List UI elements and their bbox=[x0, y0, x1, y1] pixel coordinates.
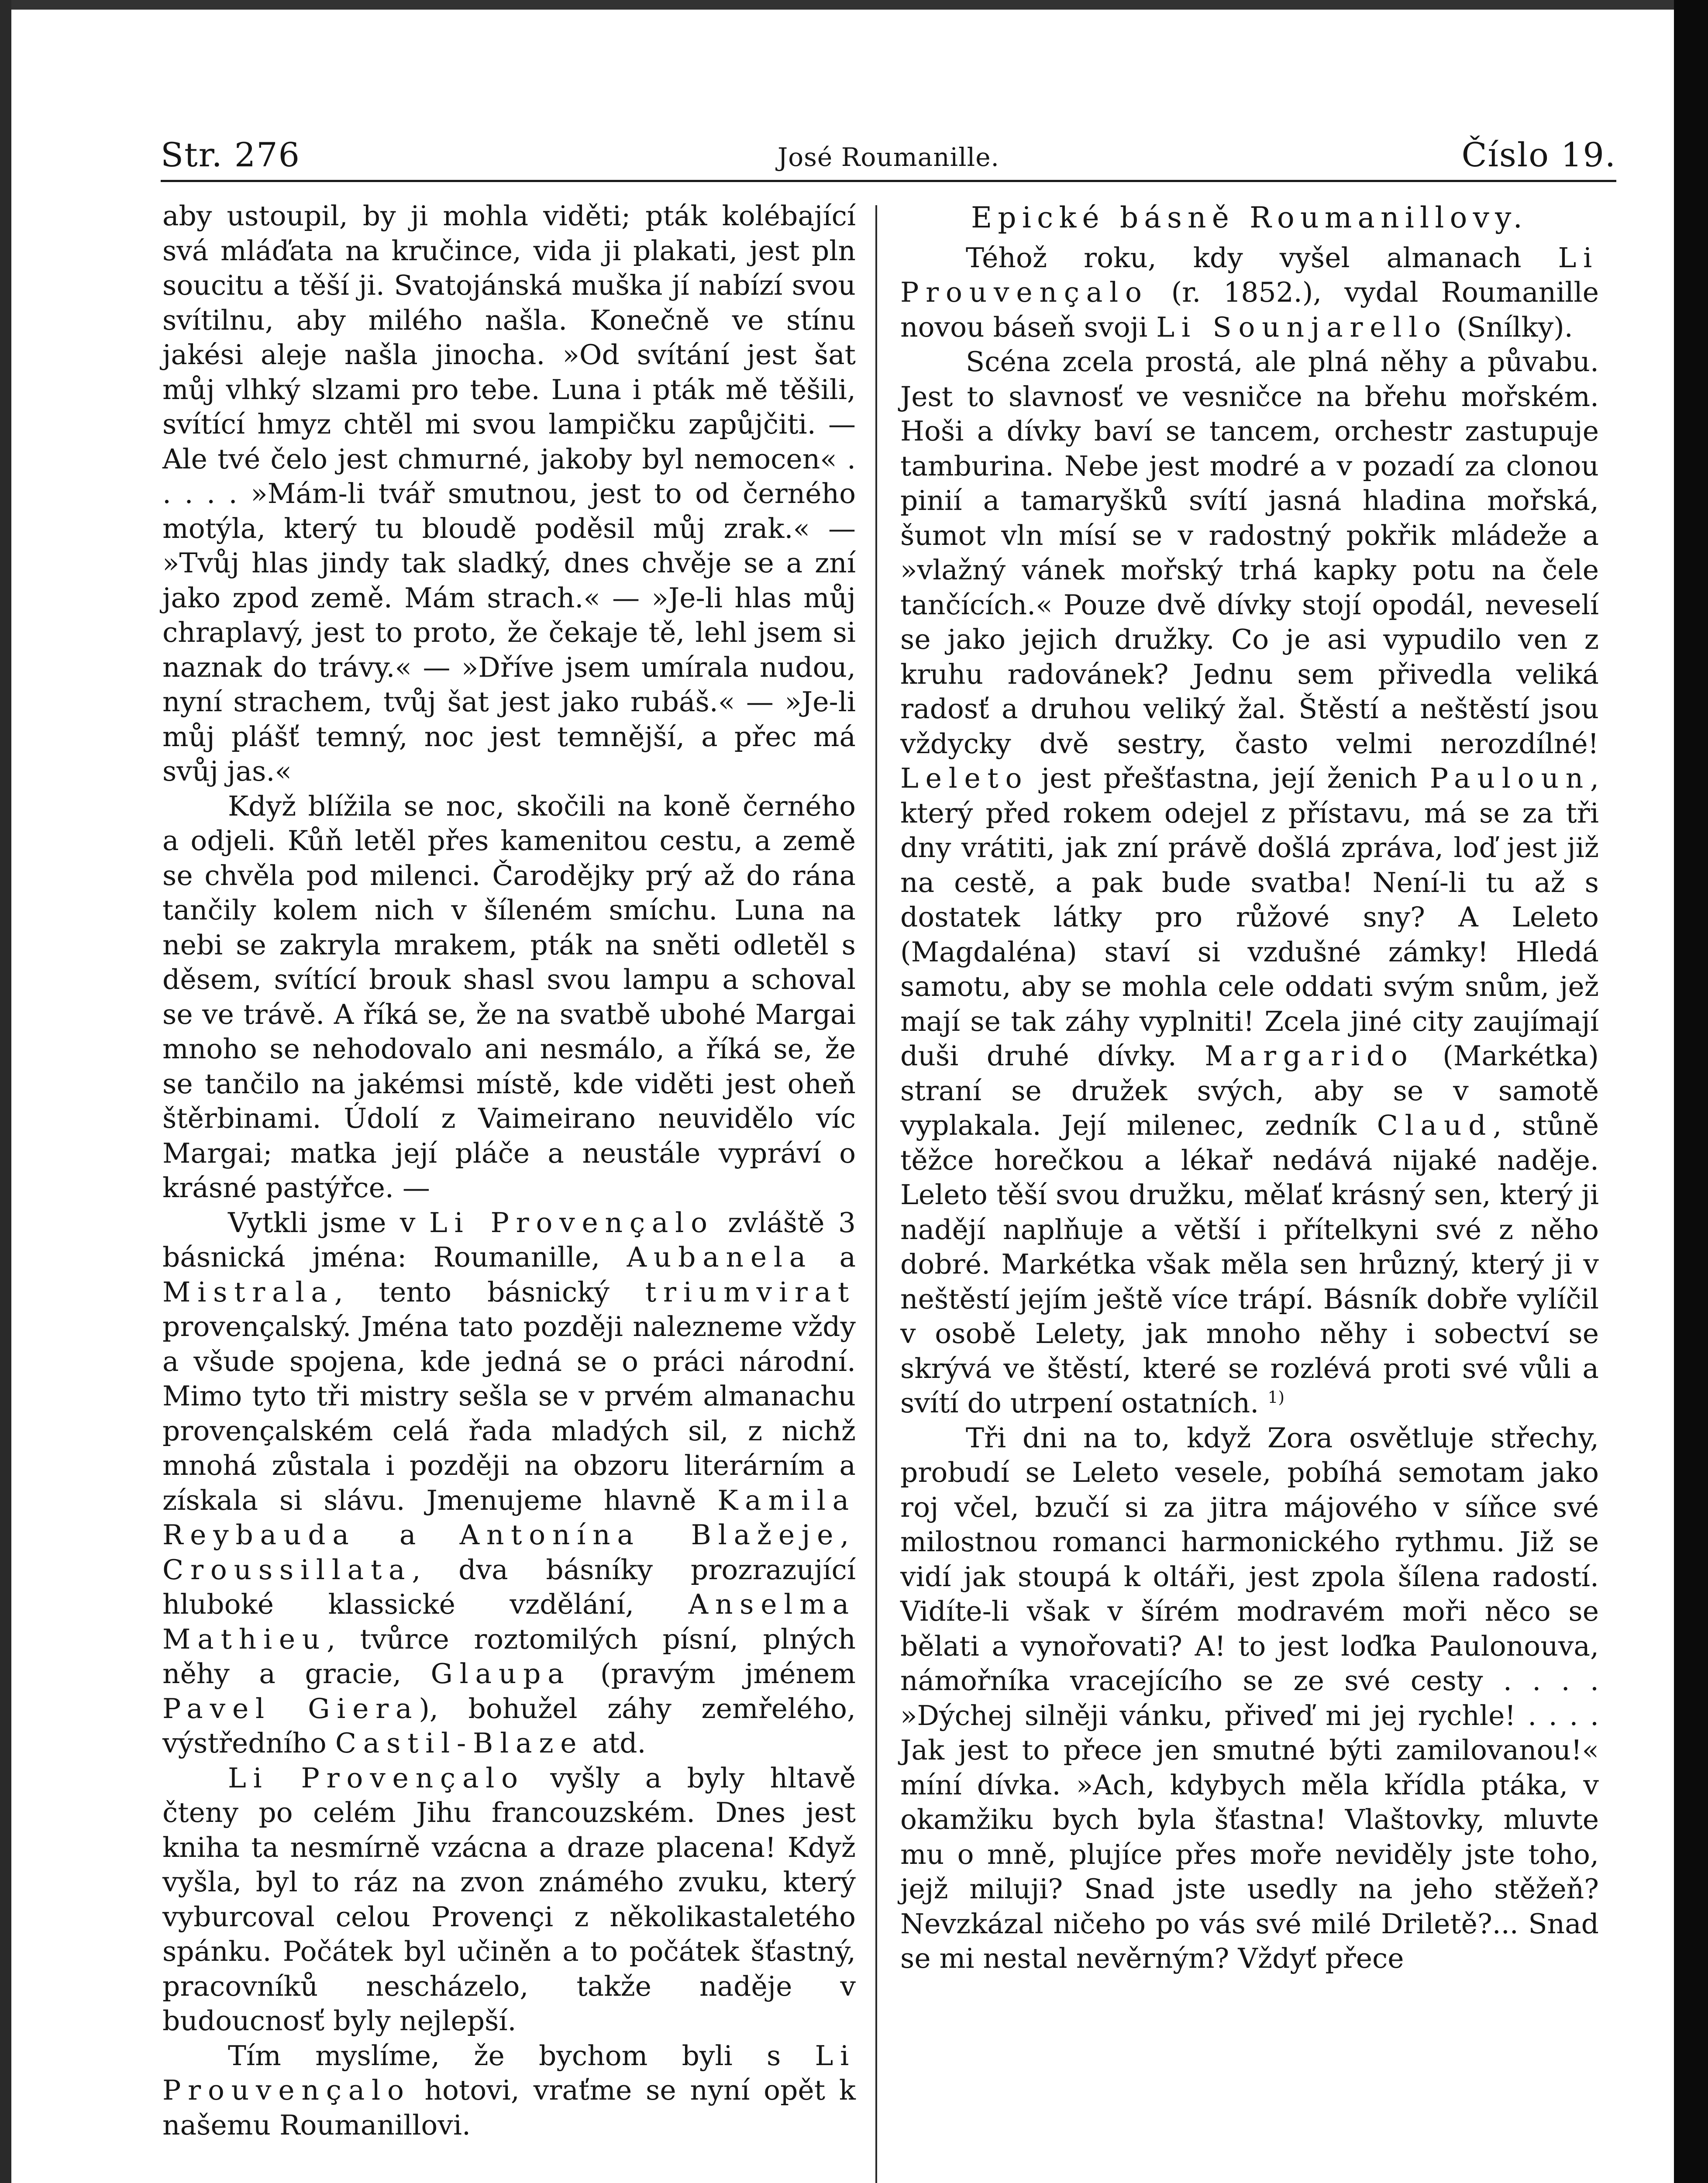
paragraph: Tím myslíme, že bychom byli s Li Prouvençalo hotovi, vraťme se nyní opět k našemu Roumanillovi. bbox=[162, 2039, 856, 2141]
section-title: Epické básně Roumanillovy. bbox=[971, 201, 1528, 234]
header-rule bbox=[161, 180, 1616, 182]
running-title: José Roumanille. bbox=[778, 142, 999, 172]
left-column bbox=[162, 199, 856, 2142]
paragraph: Vytkli jsme v Li Provençalo zvláště 3 básnická jména: Roumanille, Aubanela a Mistrala, tento básnický triumvirat provençalský. Jména tato později nalezneme vždy a všude spojena, kde jedná se o práci národní. Mimo tyto tři mistry sešla se v prvém almanachu provençalském celá řada mladých sil, z nichž mnohá zůstala i později na obzoru literárním a získala si slávu. Jmenujeme hlavně Kamila Reybauda a Antonína Blažeje, Croussillata, dva básníky prozrazující hluboké klassické vzdělání, Anselma Mathieu, tvůrce roztomilých písní, plných něhy a gracie, Glaupa (pravým jménem Pavel Giera), bohužel záhy zemřelého, výstředního Castil-Blaze atd. bbox=[162, 1206, 856, 1759]
issue-number: Číslo 19. bbox=[1461, 135, 1616, 174]
right-column bbox=[900, 199, 1599, 1976]
page-number: Str. 276 bbox=[161, 135, 300, 174]
scan-edge-top bbox=[0, 0, 1708, 10]
scan-edge-right bbox=[1674, 0, 1708, 2183]
scan-edge-left bbox=[0, 0, 11, 2183]
paragraph: Scéna zcela prostá, ale plná něhy a půvabu. Jest to slavnosť ve vesničce na břehu mořském. Hoši a dívky baví se tancem, orchestr zastupuje tamburina. Nebe jest modré a v pozadí za clonou pinií a tamaryšků svítí jasná hladina mořská, šumot vln mísí se v radostný pokřik mládeže a »vlažný vánek mořský trhá kapky potu na čele tančících.« Pouze dvě dívky stojí opodál, neveselí se jako jejich družky. Co je asi vypudilo ven z kruhu radovánek? Jednu sem přivedla veliká radosť a druhou veliký žal. Štěstí a neštěstí jsou vždycky dvě sestry, často velmi nerozdílné! Leleto jest přešťastna, její ženich Pauloun, který před rokem odejel z přístavu, má se za tři dny vrátiti, jak zní právě došlá zpráva, loď jest již na cestě, a pak bude svatba! Není-li tu až s dostatek látky pro růžové sny? A Leleto (Magdaléna) staví si vzdušné zámky! Hledá samotu, aby se mohla cele oddati svým snům, jež mají se tak záhy vyplniti! Zcela jiné city zaujímají duši druhé dívky. Margarido (Markétka) straní se družek svých, aby se v samotě vyplakala. Její milenec, zedník Claud, stůně těžce horečkou a lékař nedává nijaké naděje. Leleto těší svou družku, mělať krásný sen, který ji nadějí naplňuje a větší i přítelkyni své z něho dobré. Markétka však měla sen hrůzný, který ji v neštěstí jejím ještě více trápí. Básník dobře vylíčil v osobě Lelety, jak mnoho něhy i sobectví se skrývá ve štěstí, které se rozlévá proti své vůli a svítí do utrpení ostatních. $^{1)}$ bbox=[900, 346, 1599, 1419]
page-header bbox=[161, 131, 1616, 179]
column-divider bbox=[875, 205, 877, 2183]
paragraph: Tři dni na to, když Zora osvětluje střechy, probudí se Leleto vesele, pobíhá semotam jako roj včel, bzučí si za jitra májového v síňce své milostnou romanci harmonického rythmu. Již se vidí jak stoupá k oltáři, jest zpola šílena radostí. Vidíte-li však v šírém modravém moři něco se bělati a vynořovati? A! to jest loďka Paulonouva, námořníka vracejícího se ze své cesty . . . . »Dýchej silněji vánku, přiveď mi jej rychle! . . . . Jak jest to přece jen smutné býti zamilovanou!« míní dívka. »Ach, kdybych měla křídla ptáka, v okamžiku bych byla šťastna! Vlaštovky, mluvte mu o mně, plujíce přes moře neviděly jste toho, jejž miluji? Snad jste usedly na jeho stěžeň? Nevzkázal ničeho po vás své milé Driletě?... Snad se mi nestal nevěrným? Vždyť přece bbox=[900, 1422, 1599, 1974]
paragraph: Když blížila se noc, skočili na koně černého a odjeli. Kůň letěl přes kamenitou cestu, a země se chvěla pod milenci. Čarodějky prý až do rána tančily kolem nich v šíleném smíchu. Luna na nebi se zakryla mrakem, pták na sněti odletěl s děsem, svítící brouk shasl svou lampu a schoval se ve trávě. A říká se, že na svatbě ubohé Margai mnoho se nehodovalo ani nesmálo, a říká se, že se tančilo na jakémsi místě, kde viděti jest oheň štěrbinami. Údolí z Vaimeirano neuvidělo víc Margai; matka její pláče a neustále vypráví o krásné pastýřce. — bbox=[162, 790, 856, 1204]
paragraph: Téhož roku, kdy vyšel almanach Li Prouvençalo (r. 1852.), vydal Roumanille novou báseň svoji Li Sounjarello (Snílky). bbox=[900, 241, 1599, 343]
paragraph: aby ustoupil, by ji mohla viděti; pták kolébající svá mláďata na kručince, vida ji plakati, jest pln soucitu a těší ji. Svatojánská muška jí nabízí svou svítilnu, aby milého našla. Konečně ve stínu jakési aleje našla jinocha. »Od svítání jest šat můj vlhký slzami pro tebe. Luna i pták mě těšili, svítící hmyz chtěl mi svou lampičku zapůjčiti. — Ale tvé čelo jest chmurné, jakoby byl nemocen« . . . . . »Mám-li tvář smutnou, jest to od černého motýla, který tu bloudě poděsil můj zrak.« — »Tvůj hlas jindy tak sladký, dnes chvěje se a zní jako zpod země. Mám strach.« — »Je-li hlas můj chraplavý, jest to proto, že čekaje tě, lehl jsem si naznak do trávy.« — »Dříve jsem umírala nudou, nyní strachem, tvůj šat jest jako rubáš.« — »Je-li můj plášť temný, noc jest temnější, a přec má svůj jas.« bbox=[162, 200, 856, 787]
footnote-marker: 1) bbox=[1267, 1388, 1285, 1407]
paragraph: Li Provençalo vyšly a byly hltavě čteny po celém Jihu francouzském. Dnes jest kniha ta nesmírně vzácna a draze placena! Když vyšla, byl to ráz na zvon známého zvuku, který vyburcoval celou Provençi z několikastaletého spánku. Počátek byl učiněn a to počátek šťastný, pracovníků nescházelo, takže naděje v budoucnosť byly nejlepší. bbox=[162, 1762, 856, 2037]
